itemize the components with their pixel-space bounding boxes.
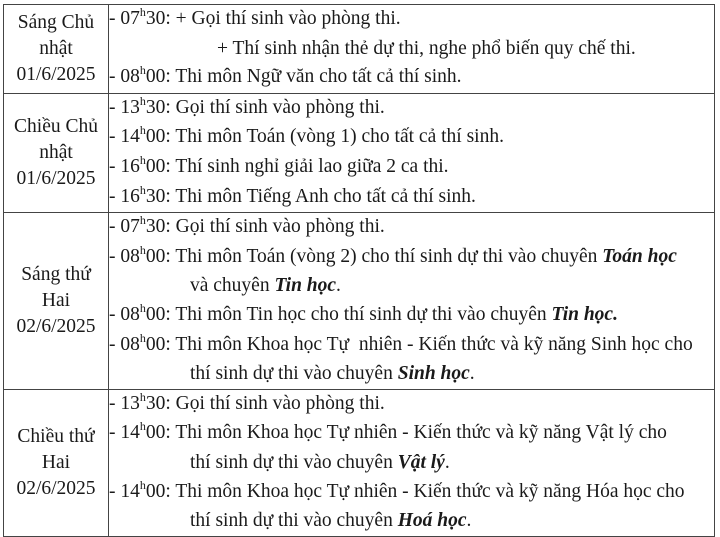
schedule-row-sunday-morning xyxy=(4,5,715,94)
session-details xyxy=(109,93,715,212)
session-label-line: Hai xyxy=(41,289,71,311)
session-label-line: nhật xyxy=(39,37,73,59)
session-label-line: nhật xyxy=(39,141,73,163)
session-date: 01/6/2025 xyxy=(16,167,96,189)
session-date: 02/6/2025 xyxy=(16,315,96,337)
schedule-item: - 14$^h$00: Thi môn Khoa học Tự nhiên - Kiến thức và kỹ năng Hóa học cho xyxy=(109,477,685,502)
session-label-line: Sáng Chủ xyxy=(17,11,95,33)
schedule-item: - $07^h30$: + Gọi thí sinh vào phòng thi. xyxy=(109,5,401,29)
schedule-item: - 07$^h$30: Gọi thí sinh vào phòng thi. xyxy=(109,213,385,238)
schedule-row-monday-afternoon xyxy=(4,389,715,536)
schedule-item: - 13$^h$30: Gọi thí sinh vào phòng thi. xyxy=(109,93,385,118)
session-label-line: Chiều Chủ xyxy=(14,115,98,137)
schedule-item-continuation: thí sinh dự thi vào chuyên Hoá học. xyxy=(190,510,472,532)
session-details xyxy=(109,5,715,94)
exam-schedule-table xyxy=(3,4,715,537)
session-label xyxy=(4,5,109,94)
schedule-item: - 16$^h$30: Thi môn Tiếng Anh cho tất cả thí sinh. xyxy=(109,182,476,207)
schedule-item-continuation: thí sinh dự thi vào chuyên Vật lý. xyxy=(190,451,450,473)
session-label-line: Hai xyxy=(41,451,71,473)
schedule-row-sunday-afternoon xyxy=(4,93,715,212)
session-date: 01/6/2025 xyxy=(16,63,96,85)
emphasized-subject: Tin học xyxy=(274,275,337,297)
session-date: 02/6/2025 xyxy=(16,477,96,499)
schedule-item: - 08$^h$00: Thi môn Tin học cho thí sinh dự thi vào chuyên Tin học. xyxy=(109,300,618,325)
schedule-item: - 14$^h$00: Thi môn Toán (vòng 1) cho tất cả thí sinh. xyxy=(109,123,504,148)
schedule-row-monday-morning xyxy=(4,213,715,390)
session-label xyxy=(4,213,109,390)
session-label xyxy=(4,93,109,212)
schedule-item: - 08$^h$00: Thi môn Khoa học Tự nhiên - Kiến thức và kỹ năng Sinh học cho xyxy=(109,330,693,355)
session-label xyxy=(4,389,109,536)
schedule-item-continuation: + Thí sinh nhận thẻ dự thi, nghe phổ biến quy chế thi. xyxy=(217,37,636,59)
schedule-item: - 08$^h$00: Thi môn Ngữ văn cho tất cả thí sinh. xyxy=(109,63,462,88)
emphasized-subject: Toán học xyxy=(602,245,677,267)
emphasized-subject: Sinh học xyxy=(397,363,470,385)
schedule-item-continuation: thí sinh dự thi vào chuyên Sinh học. xyxy=(190,363,475,385)
schedule-item: - 08$^h$00: Thi môn Toán (vòng 2) cho thí sinh dự thi vào chuyên Toán học xyxy=(109,242,677,267)
schedule-item-continuation: và chuyên Tin học. xyxy=(190,275,341,297)
session-label-line: Chiều thứ xyxy=(17,425,95,447)
schedule-item: - 16$^h$00: Thí sinh nghỉ giải lao giữa 2 ca thi. xyxy=(109,152,449,177)
emphasized-subject: Hoá học xyxy=(397,510,467,532)
schedule-item: - 14$^h$00: Thi môn Khoa học Tự nhiên - Kiến thức và kỹ năng Vật lý cho xyxy=(109,419,667,444)
emphasized-subject: Tin học. xyxy=(551,303,618,325)
session-details xyxy=(109,389,715,536)
session-label-line: Sáng thứ xyxy=(21,263,91,285)
emphasized-subject: Vật lý xyxy=(397,451,445,473)
session-details xyxy=(109,213,715,390)
schedule-item: - 13$^h$30: Gọi thí sinh vào phòng thi. xyxy=(109,389,385,414)
